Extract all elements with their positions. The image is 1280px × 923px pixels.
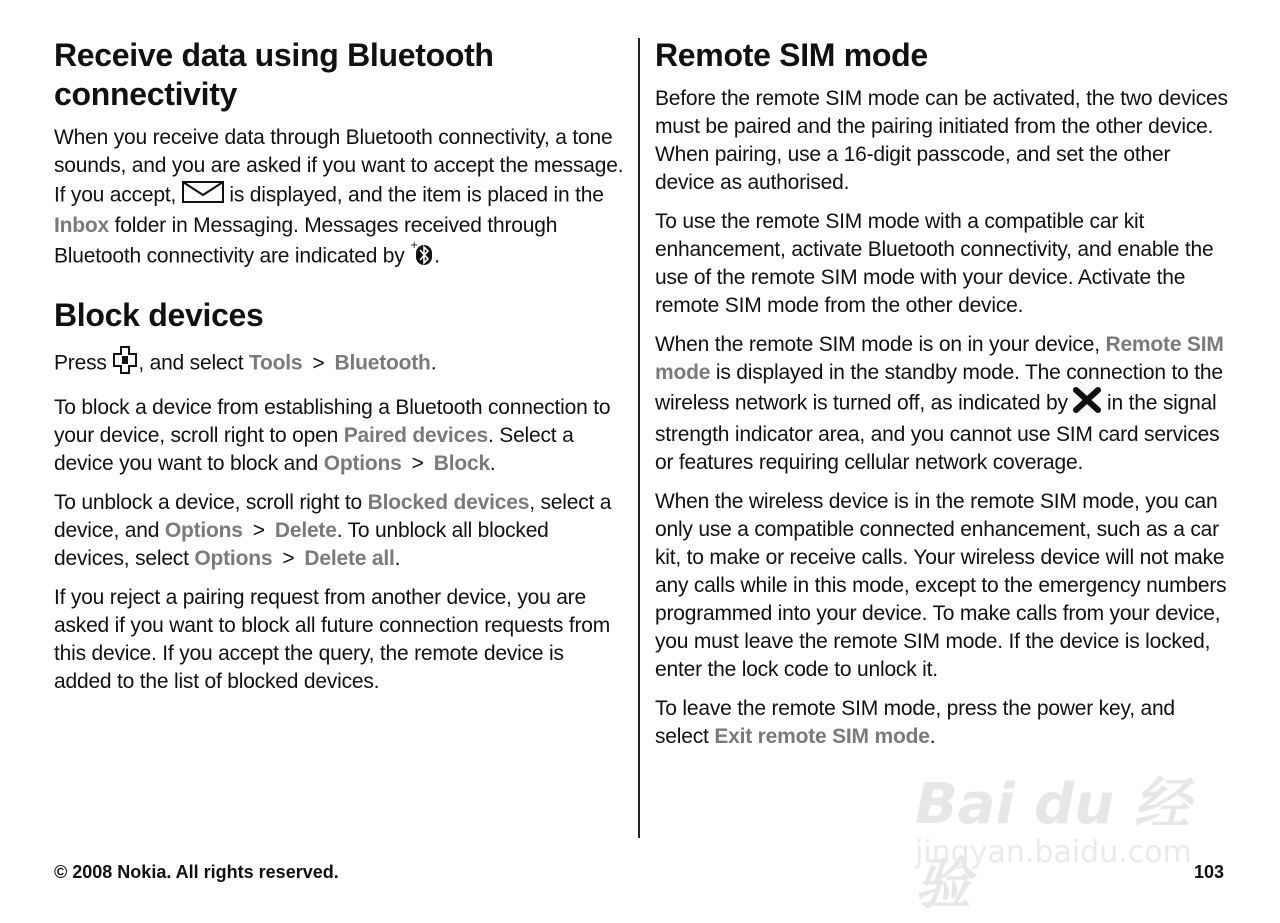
- left-column: [54, 36, 626, 707]
- blocked-devices-label: Blocked devices: [367, 491, 530, 514]
- remote-sim-paragraph-2: To use the remote SIM mode with a compatible car kit enhancement, activate Bluetooth connectivity, and enable the use of the remote SIM mode with your device. Activate the remote SIM mode from the other device.: [655, 210, 1214, 317]
- block-device-paragraph: To block a device from establishing a Bluetooth connection to your device, scroll right to open Paired devices. Select a device you want to block and Options > Block.: [54, 396, 611, 475]
- right-column: [655, 36, 1230, 762]
- no-signal-cross-icon: [1073, 387, 1101, 421]
- remote-sim-paragraph-3: When the remote SIM mode is on in your device, Remote SIM mode is displayed in the standby mode. The connection to the wireless network is turned off, as indicated by in the signal strength indicator area, and you cannot use SIM card services or features requiring cellular network coverage.: [655, 333, 1224, 474]
- column-divider: [638, 38, 640, 838]
- options-label: Options: [164, 519, 243, 542]
- exit-remote-sim-label: Exit remote SIM mode: [714, 725, 930, 748]
- options-label: Options: [323, 452, 402, 475]
- menu-key-icon: [112, 345, 138, 383]
- receive-data-paragraph: When you receive data through Bluetooth connectivity, a tone sounds, and you are asked if you want to accept the message. If you accept, is displayed, and the item is placed in the Inbox folder in Messaging. Messages received through Bluetooth connectivity are indicated by + .: [54, 124, 626, 274]
- press-tools-paragraph: Press , and select Tools > Bluetooth.: [54, 345, 626, 383]
- baidu-watermark: [905, 740, 1215, 917]
- remote-sim-paragraph-1: Before the remote SIM mode can be activated, the two devices must be paired and the pairing initiated from the other device. When pairing, use a 16-digit passcode, and set the other device as authorised.: [655, 87, 1228, 194]
- watermark-url: jingyan.baidu.com: [915, 835, 1192, 870]
- tools-label: Tools: [248, 351, 303, 375]
- heading-block-devices: Block devices: [54, 297, 264, 333]
- bluetooth-indicator-icon: [410, 240, 434, 274]
- reject-pairing-paragraph: If you reject a pairing request from another device, you are asked if you want to block all future connection requests from this device. If you accept the query, the remote device is added to the list of blocked devices.: [54, 586, 611, 693]
- svg-text:+: +: [410, 240, 419, 251]
- remote-sim-mode-label: Remote SIM mode: [655, 333, 1224, 384]
- envelope-icon: [182, 180, 224, 212]
- block-label: Block: [433, 452, 490, 475]
- delete-label: Delete: [274, 519, 337, 542]
- baidu-logo: Bai du 经验: [915, 772, 1190, 917]
- remote-sim-paragraph-4: When the wireless device is in the remote SIM mode, you can only use a compatible connected enhancement, such as a car kit, to make or receive calls. Your wireless device will not make any calls while in this mode, except to the emergency numbers programmed into your device. To make calls from your device, you must leave the remote SIM mode. If the device is locked, enter the lock code to unlock it.: [655, 490, 1227, 681]
- inbox-label: Inbox: [54, 214, 109, 237]
- paired-devices-label: Paired devices: [343, 424, 488, 447]
- remote-sim-paragraph-5: To leave the remote SIM mode, press the power key, and select Exit remote SIM mode.: [655, 697, 1175, 748]
- heading-receive-data: Receive data using Bluetooth connectivity: [54, 37, 494, 112]
- page-number: 103: [1193, 862, 1224, 882]
- unblock-device-paragraph: To unblock a device, scroll right to Blocked devices, select a device, and Options > Delete. To unblock all blocked devices, select Options > Delete all.: [54, 491, 612, 570]
- bluetooth-label: Bluetooth: [334, 351, 431, 375]
- copyright-footer: © 2008 Nokia. All rights reserved.: [54, 862, 339, 882]
- options-label: Options: [194, 547, 273, 570]
- delete-all-label: Delete all: [304, 547, 395, 570]
- heading-remote-sim-mode: Remote SIM mode: [655, 37, 928, 73]
